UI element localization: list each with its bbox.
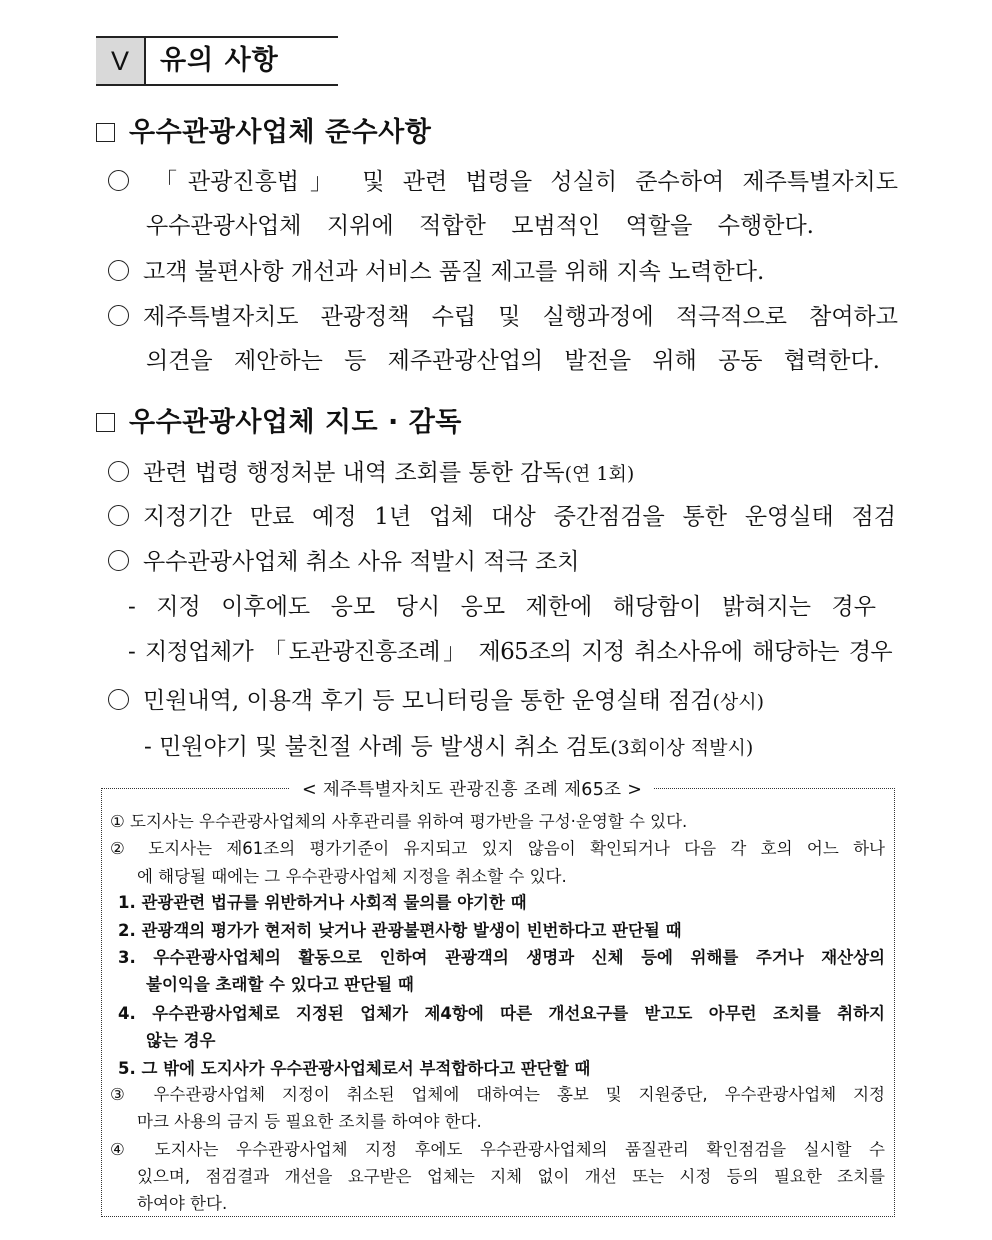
section-header [96,36,338,86]
supervision-item-1 [108,454,634,487]
law-item-5: 5. 그 밖에 도지사가 우수관광사업체로서 부적합하다고 판단할 때 [118,1059,591,1078]
compliance-item-1-line1 [108,163,898,196]
supervision-item-3 [108,543,579,576]
law-paragraph-1: ① 도지사는 우수관광사업체의 사후관리를 위하여 평가반을 구성·운영할 수 있다. [110,812,688,831]
section-number: V [96,38,146,84]
compliance-heading [96,110,431,149]
circle-bullet-icon [108,689,129,710]
supervision-sub-item-1: - 지정 이후에도 응모 당시 응모 제한에 해당함이 밝혀지는 경우 [128,594,876,620]
compliance-item-text: 「관광진흥법」 및 관련 법령을 성실히 준수하여 제주특별자치도 [143,169,898,195]
monitoring-sub-paren: (3회이상 적발시) [610,737,754,759]
square-bullet-icon [96,413,115,432]
monitoring-text: 민원내역, 이용객 후기 등 모니터링을 통한 운영실태 점검 [143,688,713,714]
circle-bullet-icon [108,505,129,526]
circle-bullet-icon [108,550,129,571]
law-item-3-line1: 3. 우수관광사업체의 활동으로 인하여 관광객의 생명과 신체 등에 위해를 주거나 재산상의 [118,948,885,967]
law-item-4-line1: 4. 우수관광사업체로 지정된 업체가 제4항에 따른 개선요구를 받고도 아무런 조치를 취하지 [118,1004,885,1023]
compliance-item-text: 제주특별자치도 관광정책 수립 및 실행과정에 적극적으로 참여하고 [143,304,898,330]
circle-bullet-icon [108,260,129,281]
section-title: 유의 사항 [160,45,279,76]
law-item-2: 2. 관광객의 평가가 현저히 낮거나 관광불편사항 발생이 빈번하다고 판단될 때 [118,921,682,940]
circle-bullet-icon [108,305,129,326]
monitoring-sub-text: - 민원야기 및 불친절 사례 등 발생시 취소 검토 [144,734,611,760]
supervision-heading-text: 우수관광사업체 지도 · 감독 [129,407,462,438]
law-paragraph-2-line1: ② 도지사는 제61조의 평가기준이 유지되고 있지 않음이 확인되거나 다음 각 호의 어느 하나 [110,839,885,858]
square-bullet-icon [96,123,115,142]
compliance-item-3-line1 [108,298,898,331]
circle-bullet-icon [108,170,129,191]
law-paragraph-2-line2: 에 해당될 때에는 그 우수관광사업체 지정을 취소할 수 있다. [137,867,567,886]
law-paragraph-3-line2: 마크 사용의 금지 등 필요한 조치를 하여야 한다. [137,1112,482,1131]
supervision-item-text: 우수관광사업체 취소 사유 적발시 적극 조치 [143,549,580,575]
law-item-3-line2: 불이익을 초래할 수 있다고 판단될 때 [146,975,414,994]
compliance-item-1-line2: 우수관광사업체 지위에 적합한 모범적인 역할을 수행한다. [146,213,814,239]
supervision-sub-item-2: - 지정업체가 「도관광진흥조례」 제65조의 지정 취소사유에 해당하는 경우 [128,639,892,665]
supervision-monitoring [108,682,764,715]
law-box-title: < 제주특별자치도 관광진흥 조례 제65조 > [290,776,654,801]
law-item-1: 1. 관광관련 법규를 위반하거나 사회적 물의를 야기한 때 [118,893,527,912]
supervision-item-paren: (연 1회) [564,463,635,485]
law-paragraph-4-line1: ④ 도지사는 우수관광사업체 지정 후에도 우수관광사업체의 품질관리 확인점검을 실시할 수 [110,1140,885,1159]
supervision-item-2 [108,498,896,531]
supervision-heading [96,400,462,439]
law-paragraph-3-line1: ③ 우수관광사업체 지정이 취소된 업체에 대하여는 홍보 및 지원중단, 우수관광사업체 지정 [110,1085,885,1104]
circle-bullet-icon [108,461,129,482]
monitoring-paren: (상시) [712,691,765,713]
supervision-item-text: 관련 법령 행정처분 내역 조회를 통한 감독 [143,460,565,486]
compliance-item-text: 고객 불편사항 개선과 서비스 품질 제고를 위해 지속 노력한다. [143,259,765,285]
law-paragraph-4-line2: 있으며, 점검결과 개선을 요구받은 업체는 지체 없이 개선 또는 시정 등의 필요한 조치를 [137,1167,885,1186]
law-item-4-line2: 않는 경우 [146,1031,216,1050]
compliance-item-3-line2: 의견을 제안하는 등 제주관광산업의 발전을 위해 공동 협력한다. [146,348,880,374]
supervision-monitoring-sub [144,728,753,761]
supervision-item-text: 지정기간 만료 예정 1년 업체 대상 중간점검을 통한 운영실태 점검 [143,504,896,530]
compliance-item-2 [108,253,868,286]
compliance-heading-text: 우수관광사업체 준수사항 [129,117,432,148]
law-paragraph-4-line3: 하여야 한다. [137,1194,228,1213]
